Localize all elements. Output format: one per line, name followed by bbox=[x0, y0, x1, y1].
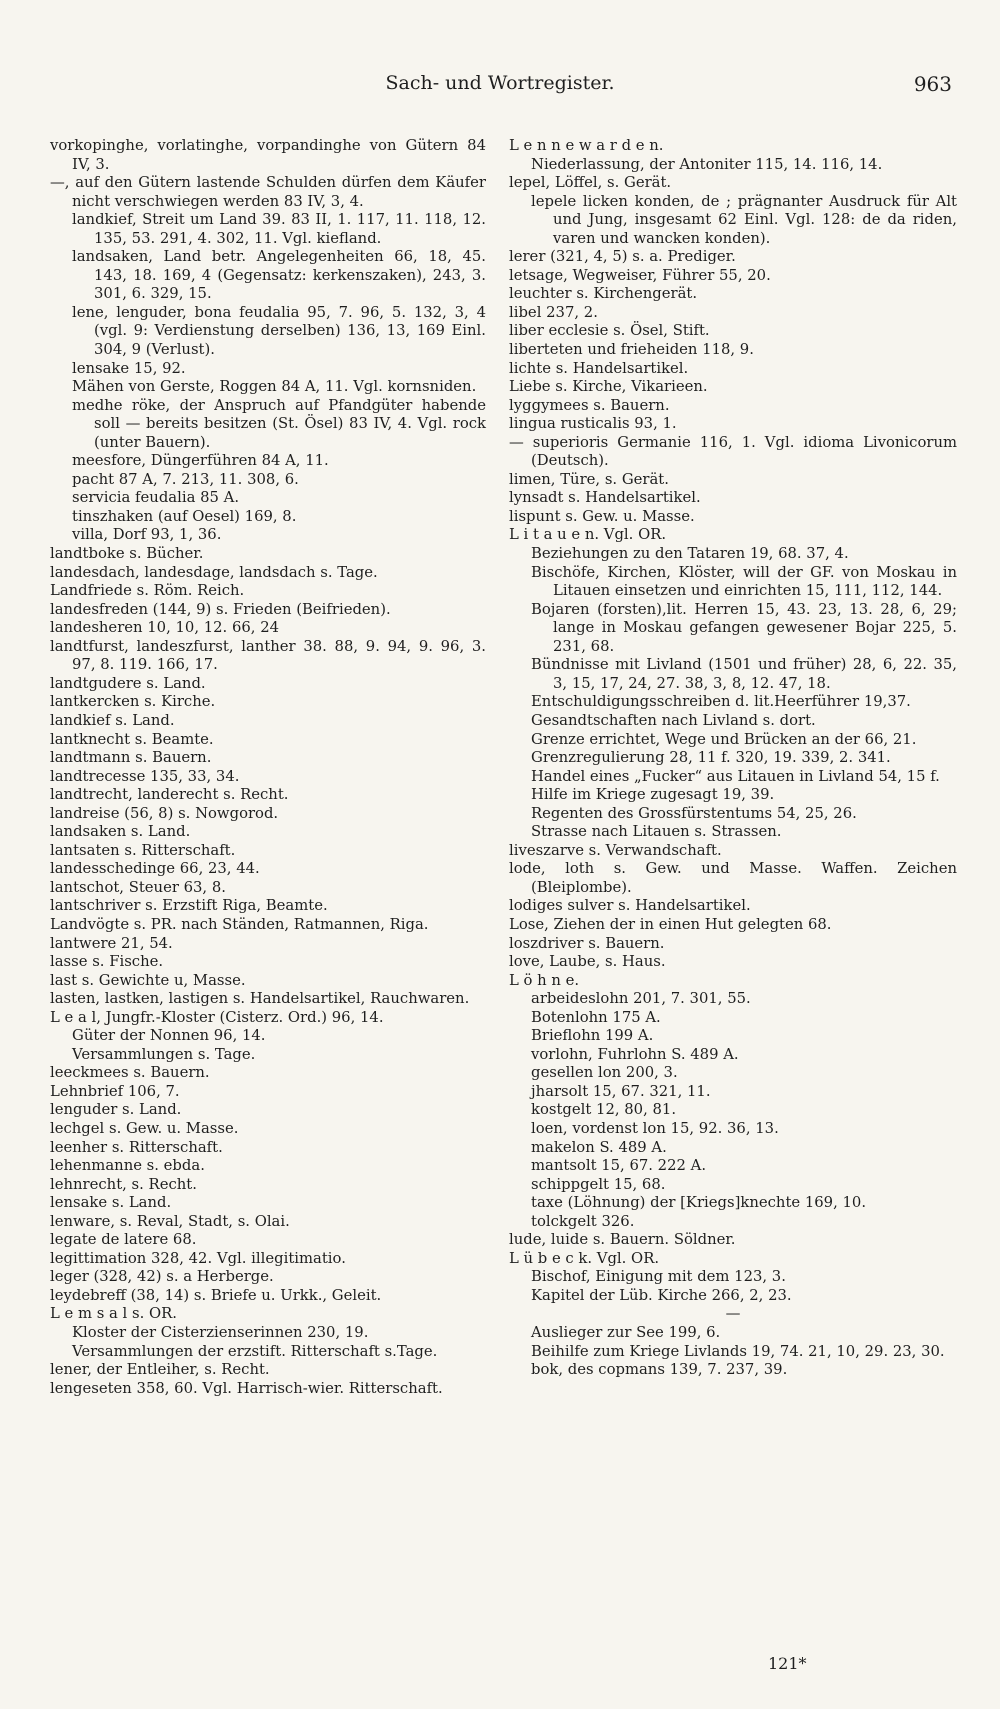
index-entry: L i t a u e n. Vgl. OR. bbox=[509, 526, 667, 544]
index-entry: lude, luide s. Bauern. Söldner. bbox=[509, 1231, 736, 1249]
index-entry: L ü b e c k. Vgl. OR. bbox=[509, 1249, 660, 1267]
index-entry: L e a l, Jungfr.-Kloster (Cisterz. Ord.) 96, 14. bbox=[50, 1008, 384, 1026]
signature-mark: 121* bbox=[768, 1654, 807, 1673]
index-entry: vorlohn, Fuhrlohn S. 489 A. bbox=[531, 1045, 739, 1063]
index-entry: lispunt s. Gew. u. Masse. bbox=[509, 507, 695, 525]
index-entry: Botenlohn 175 A. bbox=[531, 1008, 661, 1026]
index-entry: lensake 15, 92. bbox=[72, 359, 186, 377]
index-entry: lener, der Entleiher, s. Recht. bbox=[50, 1361, 270, 1379]
index-entry: landesschedinge 66, 23, 44. bbox=[50, 860, 260, 878]
running-title: Sach- und Wortregister. bbox=[385, 72, 615, 94]
index-entry: Güter der Nonnen 96, 14. bbox=[72, 1027, 266, 1045]
index-entry: landkief, Streit um Land 39. 83 II, 1. 117, 11. 118, 12. 135, 53. 291, 4. 302, 11. Vgl. kiefland. bbox=[72, 211, 486, 247]
index-entry: liveszarve s. Verwandschaft. bbox=[509, 841, 722, 859]
index-entry: villa, Dorf 93, 1, 36. bbox=[72, 526, 222, 544]
index-entry: landsaken, Land betr. Angelegenheiten 66, 18, 45. 143, 18. 169, 4 (Gegensatz: kerkenszaken), 243, 3. 301, 6. 329, 15. bbox=[72, 248, 486, 303]
index-entry: lenware, s. Reval, Stadt, s. Olai. bbox=[50, 1212, 290, 1230]
index-entry: Regenten des Grossfürstentums 54, 25, 26. bbox=[531, 804, 857, 822]
index-entry: kostgelt 12, 80, 81. bbox=[531, 1101, 677, 1119]
index-entry: lantknecht s. Beamte. bbox=[50, 730, 214, 748]
index-entry: L e n n e w a r d e n. bbox=[509, 137, 664, 154]
index-entry: gesellen lon 200, 3. bbox=[531, 1064, 678, 1082]
index-entry: landtmann s. Bauern. bbox=[50, 749, 212, 767]
index-entry: bok, des copmans 139, 7. 237, 39. bbox=[531, 1361, 788, 1379]
index-entry: lasse s. Fische. bbox=[50, 953, 164, 971]
index-entry: Bojaren (forsten),lit. Herren 15, 43. 23, 13. 28, 6, 29; lange in Moskau gefangen gewesener Bojar 225, 5. 231, 68. bbox=[531, 600, 957, 655]
index-entry: schippgelt 15, 68. bbox=[531, 1175, 666, 1193]
index-entry: tinszhaken (auf Oesel) 169, 8. bbox=[72, 507, 297, 525]
index-entry: landreise (56, 8) s. Nowgorod. bbox=[50, 804, 279, 822]
index-entry: lehenmanne s. ebda. bbox=[50, 1157, 205, 1175]
index-entry: Hilfe im Kriege zugesagt 19, 39. bbox=[531, 786, 775, 804]
index-entry: lechgel s. Gew. u. Masse. bbox=[50, 1119, 239, 1137]
index-entry: lengeseten 358, 60. Vgl. Harrisch-wier. Ritterschaft. bbox=[50, 1379, 443, 1397]
index-entry: Kapitel der Lüb. Kirche 266, 2, 23. bbox=[531, 1286, 792, 1304]
index-entry: — bbox=[725, 1305, 741, 1323]
index-entry: lantschot, Steuer 63, 8. bbox=[50, 878, 226, 896]
index-entry: lerer (321, 4, 5) s. a. Prediger. bbox=[509, 248, 736, 266]
index-entry: leenher s. Ritterschaft. bbox=[50, 1138, 223, 1156]
index-entry: letsage, Wegweiser, Führer 55, 20. bbox=[509, 266, 771, 284]
index-entry: legittimation 328, 42. Vgl. illegitimatio. bbox=[50, 1249, 346, 1267]
index-entry: leeckmees s. Bauern. bbox=[50, 1064, 210, 1082]
index-entry: Strasse nach Litauen s. Strassen. bbox=[531, 823, 782, 841]
index-entry: libel 237, 2. bbox=[509, 303, 598, 321]
index-entry: Lehnbrief 106, 7. bbox=[50, 1082, 180, 1100]
index-entry: mantsolt 15, 67. 222 A. bbox=[531, 1157, 707, 1175]
index-entry: lensake s. Land. bbox=[50, 1194, 172, 1212]
index-entry: Beihilfe zum Kriege Livlands 19, 74. 21, 10, 29. 23, 30. bbox=[531, 1342, 945, 1360]
page-number: 963 bbox=[913, 72, 952, 96]
index-entry: Bischof, Einigung mit dem 123, 3. bbox=[531, 1268, 786, 1286]
index-entry: arbeideslohn 201, 7. 301, 55. bbox=[531, 990, 751, 1008]
index-entry: leger (328, 42) s. a Herberge. bbox=[50, 1268, 274, 1286]
index-entry: lynsadt s. Handelsartikel. bbox=[509, 489, 701, 507]
index-entry: Grenzregulierung 28, 11 f. 320, 19. 339, 2. 341. bbox=[531, 749, 891, 767]
index-entry: L ö h n e. bbox=[509, 971, 580, 989]
index-entry: leydebreff (38, 14) s. Briefe u. Urkk., Geleit. bbox=[50, 1286, 382, 1304]
index-entry: Versammlungen der erzstift. Ritterschaft s.Tage. bbox=[72, 1342, 438, 1360]
index-entry: Mähen von Gerste, Roggen 84 A, 11. Vgl. kornsniden. bbox=[72, 378, 477, 396]
index-entry: Bündnisse mit Livland (1501 und früher) 28, 6, 22. 35, 3, 15, 17, 24, 27. 38, 3, 8, 12. 47, 18. bbox=[531, 656, 957, 692]
index-entry: landtrecesse 135, 33, 34. bbox=[50, 767, 240, 785]
index-entry: servicia feudalia 85 A. bbox=[72, 489, 240, 507]
index-entry: liber ecclesie s. Ösel, Stift. bbox=[509, 322, 710, 340]
index-entry: Landfriede s. Röm. Reich. bbox=[50, 582, 245, 600]
index-entry: vorkopinghe, vorlatinghe, vorpandinghe von Gütern 84 IV, 3. bbox=[50, 137, 486, 173]
index-entry: landkief s. Land. bbox=[50, 711, 175, 729]
index-entry: lantsaten s. Ritterschaft. bbox=[50, 841, 236, 859]
index-entry: landtrecht, landerecht s. Recht. bbox=[50, 786, 289, 804]
index-entry: lehnrecht, s. Recht. bbox=[50, 1175, 197, 1193]
index-entry: loen, vordenst lon 15, 92. 36, 13. bbox=[531, 1119, 779, 1137]
index-entry: landsaken s. Land. bbox=[50, 823, 191, 841]
index-entry: — superioris Germanie 116, 1. Vgl. idioma Livonicorum (Deutsch). bbox=[509, 433, 957, 470]
index-entry: pacht 87 A, 7. 213, 11. 308, 6. bbox=[72, 470, 299, 488]
index-entry: L e m s a l s. OR. bbox=[50, 1305, 177, 1323]
index-entry: limen, Türe, s. Gerät. bbox=[509, 470, 669, 488]
index-entry: lyggymees s. Bauern. bbox=[509, 396, 670, 414]
index-entry: lantwere 21, 54. bbox=[50, 934, 173, 952]
index-entry: jharsolt 15, 67. 321, 11. bbox=[531, 1082, 711, 1100]
index-entry: Brieflohn 199 A. bbox=[531, 1027, 654, 1045]
index-entry: Bischöfe, Kirchen, Klöster, will der GF. von Moskau in Litauen einsetzen und einrichten 15, 111, 112, 144. bbox=[531, 563, 957, 600]
index-entry: lingua rusticalis 93, 1. bbox=[509, 415, 677, 433]
index-entry: leuchter s. Kirchengerät. bbox=[509, 285, 698, 303]
index-entry: lepele licken konden, de ; prägnanter Ausdruck für Alt und Jung, insgesamt 62 Einl. Vgl. 128: de da riden, varen und wancken konden). bbox=[531, 192, 957, 247]
right-column bbox=[509, 137, 957, 1380]
index-entry: landtgudere s. Land. bbox=[50, 674, 206, 692]
index-entry: Grenze errichtet, Wege und Brücken an der 66, 21. bbox=[531, 730, 917, 748]
index-entry: makelon S. 489 A. bbox=[531, 1138, 667, 1156]
left-column bbox=[50, 137, 486, 1398]
index-entry: Handel eines „Fucker“ aus Litauen in Livland 54, 15 f. bbox=[531, 767, 940, 785]
index-entry: landesfreden (144, 9) s. Frieden (Beifrieden). bbox=[50, 600, 391, 618]
index-entry: lasten, lastken, lastigen s. Handelsartikel, Rauchwaren. bbox=[50, 990, 470, 1008]
index-entry: liberteten und frieheiden 118, 9. bbox=[509, 341, 754, 359]
index-entry: lantkercken s. Kirche. bbox=[50, 693, 216, 711]
index-entry: legate de latere 68. bbox=[50, 1231, 197, 1249]
index-entry: taxe (Löhnung) der [Kriegs]knechte 169, 10. bbox=[531, 1194, 867, 1212]
index-entry: tolckgelt 326. bbox=[531, 1212, 635, 1230]
index-entry: love, Laube, s. Haus. bbox=[509, 953, 666, 971]
index-entry: landtboke s. Bücher. bbox=[50, 545, 204, 563]
index-entry: lantschriver s. Erzstift Riga, Beamte. bbox=[50, 897, 328, 915]
index-entry: —, auf den Gütern lastende Schulden dürfen dem Käufer nicht verschwiegen werden 83 IV, 3, 4. bbox=[50, 174, 486, 210]
index-entry: landesheren 10, 10, 12. 66, 24 bbox=[50, 619, 280, 637]
index-entry: Kloster der Cisterzienserinnen 230, 19. bbox=[72, 1324, 369, 1341]
index-entry: meesfore, Düngerführen 84 A, 11. bbox=[72, 452, 329, 470]
index-entry: Entschuldigungsschreiben d. lit.Heerführer 19,37. bbox=[531, 693, 911, 711]
index-entry: lichte s. Handelsartikel. bbox=[509, 359, 689, 377]
index-entry: Gesandtschaften nach Livland s. dort. bbox=[531, 711, 816, 729]
index-entry: lodiges sulver s. Handelsartikel. bbox=[509, 897, 751, 915]
index-entry: Landvögte s. PR. nach Ständen, Ratmannen, Riga. bbox=[50, 915, 429, 933]
page-header bbox=[0, 72, 1000, 96]
index-entry: lepel, Löffel, s. Gerät. bbox=[509, 174, 672, 192]
index-entry: Lose, Ziehen der in einen Hut gelegten 68. bbox=[509, 915, 832, 933]
index-entry: lode, loth s. Gew. und Masse. Waffen. Zeichen (Bleiplombe). bbox=[509, 860, 957, 896]
index-entry: medhe röke, der Anspruch auf Pfandgüter habende soll — bereits besitzen (St. Ösel) 83 IV, 4. Vgl. rock (unter Bauern). bbox=[72, 396, 486, 451]
index-entry: last s. Gewichte u, Masse. bbox=[50, 971, 246, 989]
index-entry: Versammlungen s. Tage. bbox=[72, 1045, 256, 1063]
index-entry: loszdriver s. Bauern. bbox=[509, 934, 665, 952]
index-entry: landesdach, landesdage, landsdach s. Tage. bbox=[50, 563, 378, 581]
index-entry: Liebe s. Kirche, Vikarieen. bbox=[509, 378, 708, 396]
index-entry: Beziehungen zu den Tataren 19, 68. 37, 4. bbox=[531, 545, 849, 563]
index-entry: landtfurst, landeszfurst, lanther 38. 88, 9. 94, 9. 96, 3. 97, 8. 119. 166, 17. bbox=[50, 637, 486, 674]
index-entry: Niederlassung, der Antoniter 115, 14. 116, 14. bbox=[531, 155, 883, 173]
index-entry: Auslieger zur See 199, 6. bbox=[531, 1324, 721, 1341]
index-entry: lene, lenguder, bona feudalia 95, 7. 96, 5. 132, 3, 4 (vgl. 9: Verdienstung derselben) 136, 13, 169 Einl. 304, 9 (Verlust). bbox=[72, 303, 486, 359]
index-entry: lenguder s. Land. bbox=[50, 1101, 182, 1119]
